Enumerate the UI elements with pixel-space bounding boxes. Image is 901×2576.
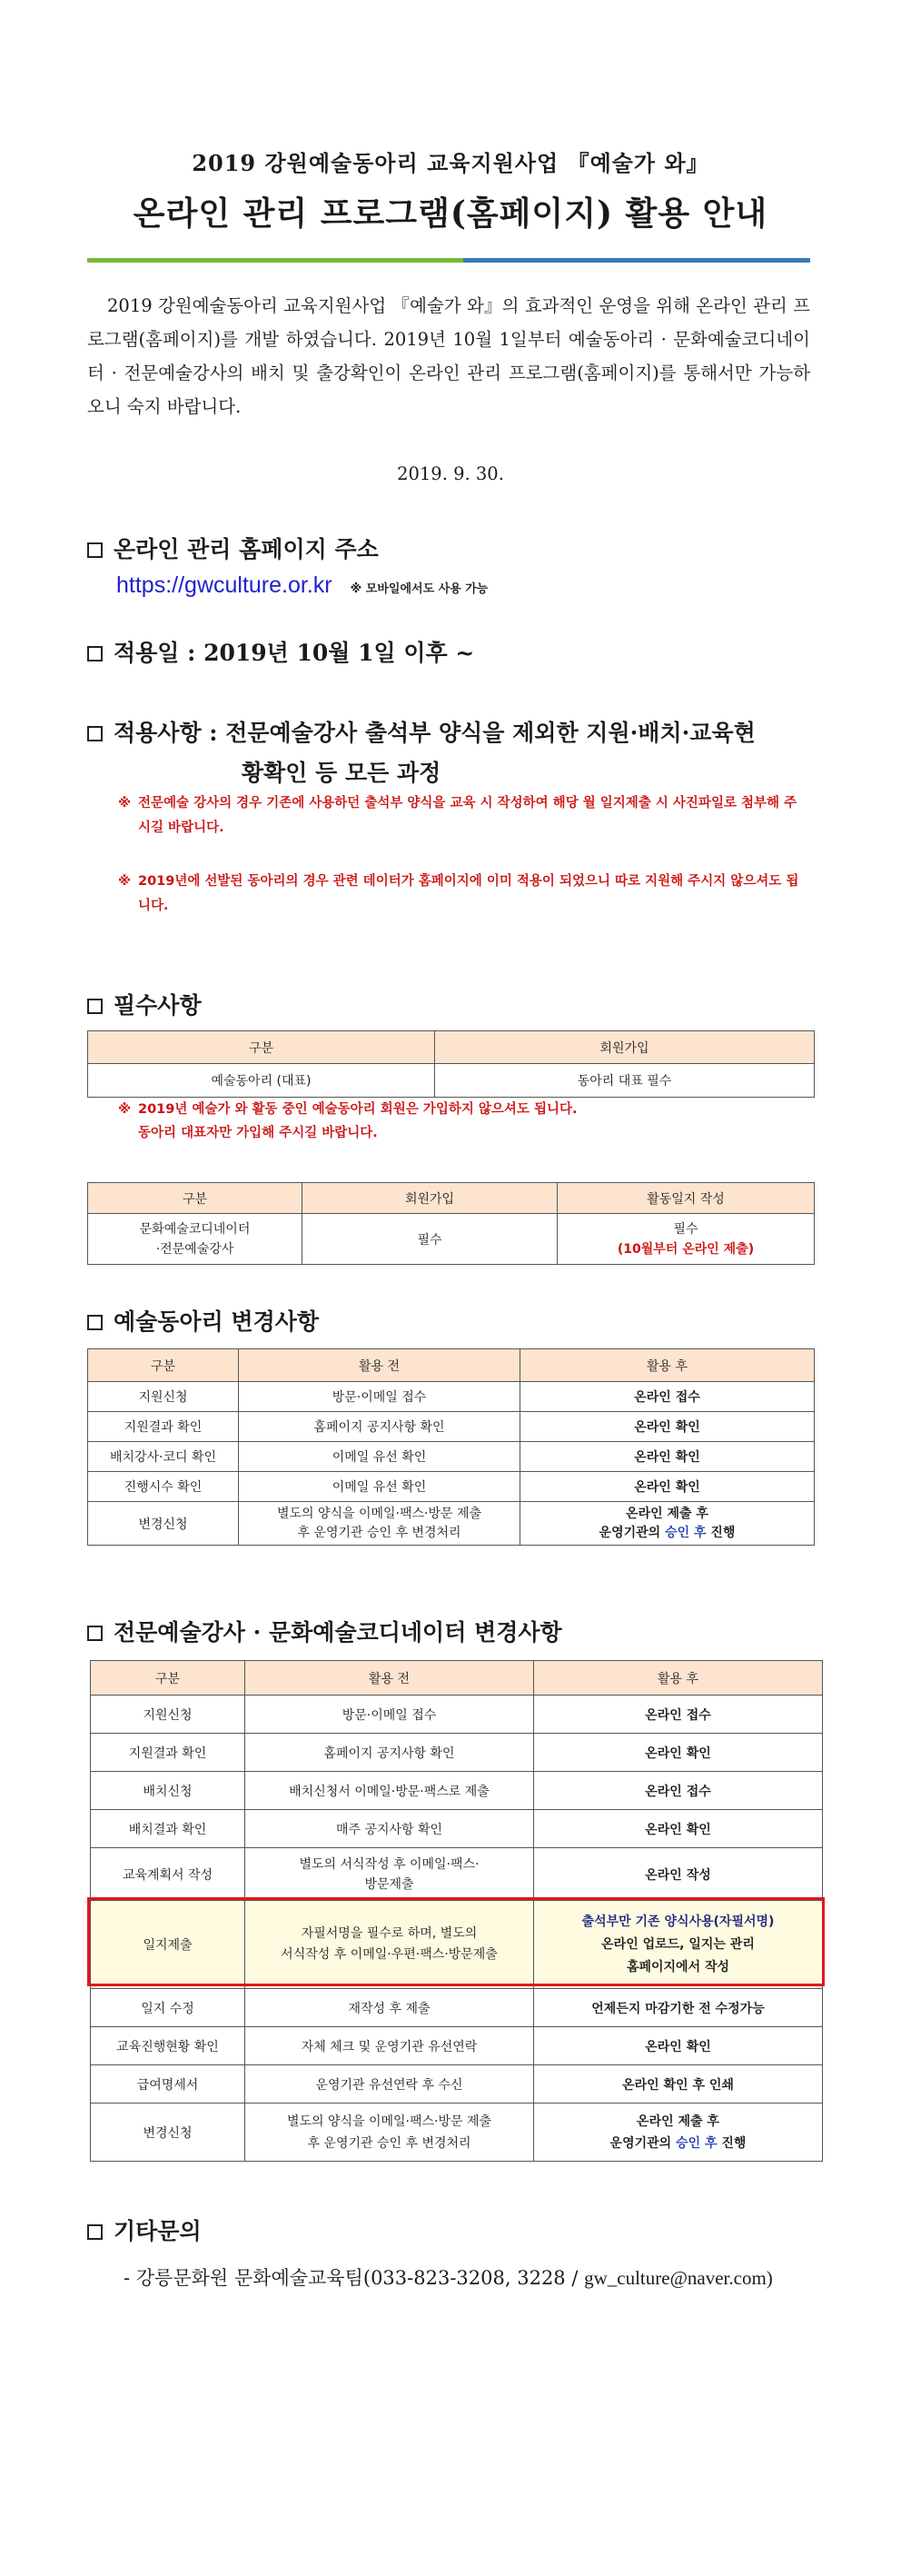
table-row: 지원결과 확인 홈페이지 공지사항 확인 온라인 확인 (88, 1412, 815, 1442)
required-note-line-2: 동아리 대표자만 가입해 주시길 바랍니다. (138, 1126, 378, 1140)
checkbox-icon (87, 542, 103, 558)
table-row (88, 1214, 815, 1265)
note-mark: ※ (118, 874, 132, 889)
table-row: 교육계획서 작성 별도의 서식작성 후 이메일·팩스· 방문제출 온라인 작성 (91, 1848, 823, 1901)
homepage-url-line (116, 572, 488, 599)
cell-join: 동아리 대표 필수 (435, 1064, 815, 1098)
th-before: 활용 전 (239, 1349, 520, 1382)
contact-line (124, 2263, 773, 2291)
contact-text: - 강릉문화원 문화예술교육팀(033-823-3208, 3228 / (124, 2267, 585, 2289)
table-row (88, 1064, 815, 1098)
required-note-line-1: 2019년 예술가 와 활동 중인 예술동아리 회원은 가입하지 않으셔도 됩니다. (138, 1102, 578, 1117)
divider-blue (463, 258, 810, 263)
section-homepage (87, 532, 379, 564)
note-mark: ※ (118, 796, 132, 811)
cell-category: 문화예술코디네이터 ·전문예술강사 (88, 1214, 302, 1265)
scope-note-1-text: 전문예술 강사의 경우 기존에 사용하던 출석부 양식을 교육 시 작성하여 해당 월 일지제출 시 사진파일로 첨부해 주시길 바랍니다. (138, 796, 797, 835)
th-join: 회원가입 (435, 1031, 815, 1064)
checkbox-icon (87, 999, 103, 1014)
section-instructor-changes-title: 전문예술강사 · 문화예술코디네이터 변경사항 (114, 1619, 562, 1646)
scope-note-2-text: 2019년에 선발된 동아리의 경우 관련 데이터가 홈페이지에 이미 적용이 되었으니 따로 지원해 주시지 않으셔도 됩니다. (138, 874, 799, 913)
checkbox-icon (87, 1626, 103, 1641)
checkbox-icon (87, 726, 103, 741)
table-row: 지원신청 방문·이메일 접수 온라인 접수 (88, 1382, 815, 1412)
scope-note-1 (118, 791, 801, 840)
section-instructor-changes (87, 1615, 562, 1647)
th-after: 활용 후 (520, 1349, 815, 1382)
checkbox-icon (87, 646, 103, 661)
th-activity-log: 활동일지 작성 (558, 1183, 815, 1214)
contact-email[interactable]: gw_culture@naver.com) (584, 2267, 773, 2289)
table-row: 교육진행현황 확인 자체 체크 및 운영기관 유선연락 온라인 확인 (91, 2027, 823, 2065)
checkbox-icon (87, 2224, 103, 2240)
table-header-row (88, 1031, 815, 1064)
checkbox-icon (87, 1315, 103, 1330)
table-row: 일지 수정 재작성 후 제출 언제든지 마감기한 전 수정가능 (91, 1989, 823, 2027)
required-table-instructor (87, 1182, 815, 1265)
table-row: 배치신청 배치신청서 이메일·방문·팩스로 제출 온라인 접수 (91, 1772, 823, 1810)
mobile-note: ※ 모바일에서도 사용 가능 (350, 582, 489, 596)
document-subtitle: 2019 강원예술동아리 교육지원사업 『예술가 와』 (192, 150, 709, 176)
th-join: 회원가입 (302, 1183, 558, 1214)
table-header-row (88, 1349, 815, 1382)
title-divider (87, 258, 810, 263)
scope-line-2: 황확인 등 모든 과정 (242, 760, 441, 786)
section-club-changes (87, 1304, 319, 1337)
club-changes-table (87, 1348, 815, 1546)
homepage-url-link[interactable]: https://gwculture.or.kr (116, 572, 332, 598)
section-required-title: 필수사항 (114, 992, 202, 1019)
note-mark: ※ (118, 1102, 132, 1117)
th-after: 활용 후 (534, 1661, 823, 1696)
section-apply-date-title: 적용일 : 2019년 10월 1일 이후 ~ (114, 640, 475, 666)
th-category: 구분 (88, 1183, 302, 1214)
cell-activity-log: 필수 (10월부터 온라인 제출) (558, 1214, 815, 1265)
scope-line-1: 적용사항 : 전문예술강사 출석부 양식을 제외한 지원·배치·교육현 (87, 713, 756, 753)
section-other-title: 기타문의 (114, 2218, 202, 2244)
intro-paragraph: 2019 강원예술동아리 교육지원사업 『예술가 와』의 효과적인 운영을 위해 온라인 관리 프로그램(홈페이지)를 개발 하였습니다. 2019년 10월 1일부터 예술동아리 · 문화예술코디네이터 · 전문예술강사의 배치 및 출강확인이 온라인 관리 프로그램(홈페이지)를 통해서만 가능하오니 숙지 바랍니다. (87, 295, 810, 417)
scope-note-2 (118, 870, 801, 919)
required-note (118, 1098, 801, 1145)
instructor-changes-table (90, 1660, 823, 2162)
section-club-changes-title: 예술동아리 변경사항 (114, 1308, 320, 1335)
section-homepage-title: 온라인 관리 홈페이지 주소 (114, 536, 379, 562)
section-scope (87, 713, 756, 793)
table-row: 지원결과 확인 홈페이지 공지사항 확인 온라인 확인 (91, 1734, 823, 1772)
table-row: 배치결과 확인 매주 공지사항 확인 온라인 확인 (91, 1810, 823, 1848)
document-title: 온라인 관리 프로그램(홈페이지) 활용 안내 (133, 194, 768, 233)
table-row: 변경신청 별도의 양식을 이메일·팩스·방문 제출 후 운영기관 승인 후 변경처리 온라인 제출 후 운영기관의 승인 후 진행 (88, 1502, 815, 1546)
cell-category: 예술동아리 (대표) (88, 1064, 435, 1098)
table-row: 급여명세서 운영기관 유선연락 후 수신 온라인 확인 후 인쇄 (91, 2065, 823, 2104)
th-category: 구분 (88, 1031, 435, 1064)
table-row: 진행시수 확인 이메일 유선 확인 온라인 확인 (88, 1472, 815, 1502)
th-category: 구분 (91, 1661, 245, 1696)
table-header-row (91, 1661, 823, 1696)
section-apply-date (87, 635, 474, 668)
table-row: 변경신청 별도의 양식을 이메일·팩스·방문 제출 후 운영기관 승인 후 변경처리 온라인 제출 후 운영기관의 승인 후 진행 (91, 2104, 823, 2162)
section-other (87, 2213, 202, 2246)
table-row: 지원신청 방문·이메일 접수 온라인 접수 (91, 1696, 823, 1734)
notice-date: 2019. 9. 30. (397, 463, 504, 484)
th-category: 구분 (88, 1349, 239, 1382)
cell-join: 필수 (302, 1214, 558, 1265)
table-row-journal-highlight: 일지제출 자필서명을 필수로 하며, 별도의 서식작성 후 이메일·우편·팩스·방문제출 출석부만 기존 양식사용(자필서명) 온라인 업로드, 일지는 관리 홈페이지에서 작성 (91, 1901, 823, 1989)
th-before: 활용 전 (245, 1661, 534, 1696)
required-table-club (87, 1030, 815, 1098)
table-header-row (88, 1183, 815, 1214)
divider-green (87, 258, 463, 263)
section-required (87, 988, 202, 1020)
table-row: 배치강사·코디 확인 이메일 유선 확인 온라인 확인 (88, 1442, 815, 1472)
